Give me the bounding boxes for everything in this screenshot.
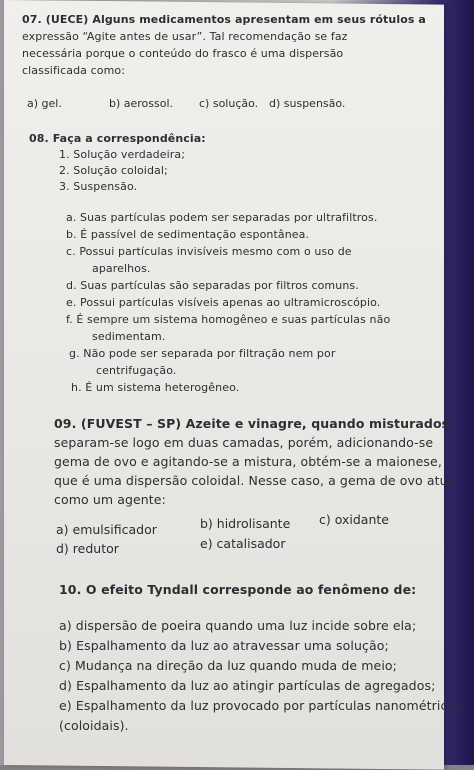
q08-statement-g-cont: centrifugação. [96, 364, 177, 377]
q08-statement-g: g. Não pode ser separada por filtração nem por [69, 347, 336, 360]
q09-option-d: d) redutor [56, 541, 119, 556]
q09-option-c: c) oxidante [319, 512, 389, 527]
q10-option-c: c) Mudança na direção da luz quando muda de meio; [59, 658, 397, 673]
q10-option-d: d) Espalhamento da luz ao atingir partículas de agregados; [59, 678, 436, 693]
q10-option-b: b) Espalhamento da luz ao atravessar uma solução; [59, 638, 389, 653]
q07-line-2: expressão “Agite antes de usar”. Tal recomendação se faz [22, 30, 348, 43]
q07-option-d: d) suspensão. [269, 97, 346, 110]
q09-option-e: e) catalisador [200, 536, 286, 551]
q08-item-1: 1. Solução verdadeira; [59, 148, 186, 161]
q08-statement-h: h. É um sistema heterogêneo. [71, 381, 240, 394]
q09-line-3: gema de ovo e agitando-se a mistura, obtém-se a maionese, [54, 454, 442, 469]
q09-line-2: separam-se logo em duas camadas, porém, adicionando-se [54, 435, 434, 450]
q08-statement-e: e. Possui partículas visíveis apenas ao ultramicroscópio. [66, 296, 381, 309]
q08-item-2: 2. Solução coloidal; [59, 164, 168, 177]
q07-option-b: b) aerossol. [109, 97, 174, 110]
q08-item-3: 3. Suspensão. [59, 180, 138, 193]
q08-statement-a: a. Suas partículas podem ser separadas por ultrafiltros. [66, 211, 378, 224]
q09-line-4: que é uma dispersão coloidal. Nesse caso, a gema de ovo atua [54, 473, 456, 488]
q09-option-a: a) emulsificador [56, 522, 157, 537]
q10-title: 10. O efeito Tyndall corresponde ao fenômeno de: [59, 582, 417, 597]
q08-title: 08. Faça a correspondência: [29, 132, 206, 145]
q07-line-4: classificada como: [22, 64, 126, 77]
q07-line-1: 07. (UECE) Alguns medicamentos apresentam em seus rótulos a [22, 13, 426, 26]
q08-statement-f-cont: sedimentam. [92, 330, 166, 343]
q09-line-5: como um agente: [54, 492, 166, 507]
q07-option-a: a) gel. [27, 97, 62, 110]
q08-statement-b: b. É passível de sedimentação espontânea. [66, 228, 310, 241]
document-text [14, 0, 462, 765]
q08-statement-c-cont: aparelhos. [92, 262, 151, 275]
q09-option-b: b) hidrolisante [200, 516, 291, 531]
q08-statement-f: f. É sempre um sistema homogêneo e suas partículas não [66, 313, 391, 326]
q10-option-e: e) Espalhamento da luz provocado por partículas nanométricas [59, 698, 462, 713]
q08-statement-c: c. Possui partículas invisíveis mesmo com o uso de [66, 245, 352, 258]
q10-option-a: a) dispersão de poeira quando uma luz incide sobre ela; [59, 618, 417, 633]
q09-line-1: 09. (FUVEST – SP) Azeite e vinagre, quando misturados, [54, 416, 455, 431]
q08-statement-d: d. Suas partículas são separadas por filtros comuns. [66, 279, 359, 292]
q07-line-3: necessária porque o conteúdo do frasco é uma dispersão [22, 47, 344, 60]
q10-option-e-cont: (coloidais). [59, 718, 129, 733]
q07-option-c: c) solução. [199, 97, 259, 110]
